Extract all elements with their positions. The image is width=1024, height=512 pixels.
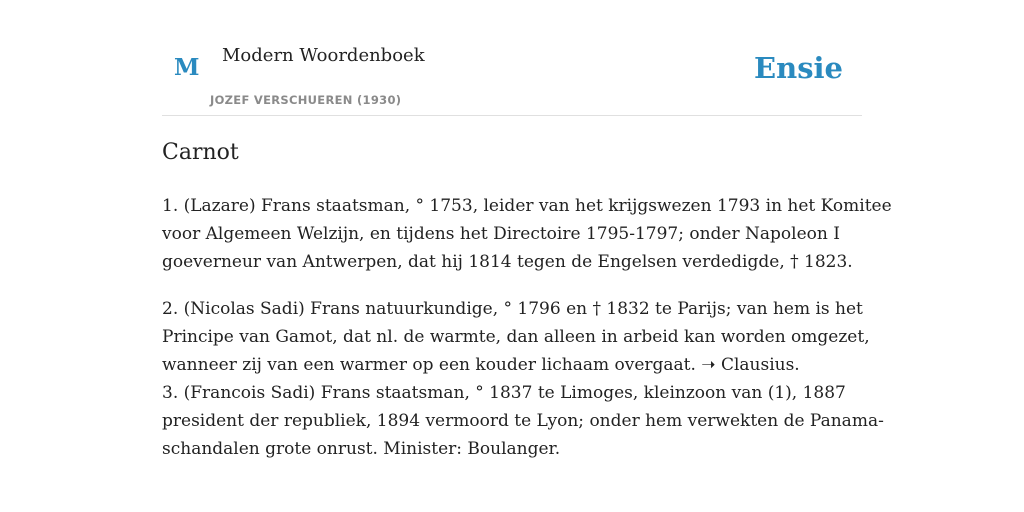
definition-line: goeverneur van Antwerpen, dat hij 1814 tegen de Engelsen verdedigde, † 1823. xyxy=(162,252,853,272)
ensie-logo-link[interactable]: Ensie xyxy=(754,51,843,85)
definition-line: president der republiek, 1894 vermoord te Lyon; onder hem verwekten de Panama- xyxy=(162,411,884,431)
dictionary-logo[interactable]: M xyxy=(174,54,200,81)
dictionary-author: JOZEF VERSCHUEREN (1930) xyxy=(210,93,402,107)
definition-line: 3. (Francois Sadi) Frans staatsman, ° 1837 te Limoges, kleinzoon van (1), 1887 xyxy=(162,383,846,403)
entry-card xyxy=(162,0,892,512)
definition-line: schandalen grote onrust. Minister: Boulanger. xyxy=(162,439,561,459)
entry-definition xyxy=(162,192,892,463)
definition-line: Principe van Gamot, dat nl. de warmte, dan alleen in arbeid kan worden omgezet, xyxy=(162,327,870,347)
definition-line: wanneer zij van een warmer op een kouder lichaam overgaat. ➝ Clausius. xyxy=(162,355,800,375)
dictionary-title-link[interactable]: Modern Woordenboek xyxy=(222,45,425,66)
definition-line: voor Algemeen Welzijn, en tijdens het Directoire 1795-1797; onder Napoleon I xyxy=(162,224,840,244)
definition-line: 1. (Lazare) Frans staatsman, ° 1753, leider van het krijgswezen 1793 in het Komitee xyxy=(162,196,892,216)
entry-title: Carnot xyxy=(162,140,239,165)
dictionary-header xyxy=(162,0,862,116)
definition-line: 2. (Nicolas Sadi) Frans natuurkundige, ° 1796 en † 1832 te Parijs; van hem is het xyxy=(162,299,863,319)
